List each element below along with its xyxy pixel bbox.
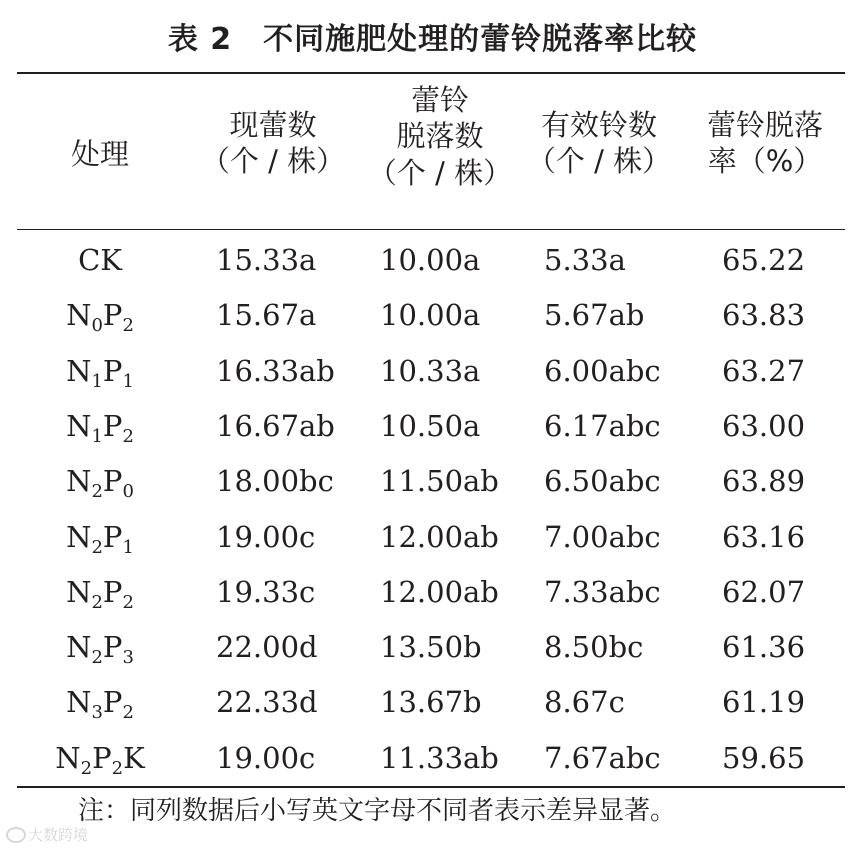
cell-rate: 61.19 [722, 685, 806, 720]
cell-buds: 19.00c [216, 740, 316, 775]
treatment-subscript: 2 [91, 591, 103, 613]
header-rule [17, 229, 845, 230]
cell-buds: 16.33ab [216, 353, 335, 388]
cell-bolls: 8.50bc [544, 630, 644, 665]
treatment-subscript: 1 [91, 425, 103, 447]
treatment-letter: P [102, 353, 123, 388]
cell-buds: 19.33c [216, 574, 316, 609]
header-line: （个 / 株） [200, 144, 346, 179]
treatment-subscript: 0 [91, 315, 103, 337]
cell-buds: 22.33d [216, 685, 318, 720]
treatment-letter: P [102, 685, 123, 720]
cell-bolls: 6.50abc [544, 464, 661, 499]
cell-rate: 62.07 [722, 574, 806, 609]
cell-bolls: 5.33a [544, 243, 626, 277]
table-row [0, 233, 865, 288]
treatment-letter: P [92, 740, 112, 775]
cell-rate: 63.83 [722, 298, 806, 333]
cell-treatment [20, 675, 180, 730]
cell-treatment [20, 731, 180, 786]
treatment-subscript: 2 [122, 425, 134, 447]
cell-bolls: 6.17abc [544, 408, 661, 443]
treatment-subscript: 2 [91, 647, 103, 669]
header-bolls [518, 107, 680, 180]
header-treatment [20, 136, 180, 172]
table-row [0, 399, 865, 454]
cell-buds: 15.67a [216, 298, 317, 333]
treatment-letter: N [66, 353, 92, 388]
cell-buds: 22.00d [216, 630, 318, 665]
table-row [0, 675, 865, 730]
cell-rate: 61.36 [722, 630, 806, 665]
header-rate [685, 107, 845, 180]
treatment-subscript: 2 [122, 591, 134, 613]
watermark-logo-icon [6, 827, 26, 843]
cell-shed: 11.33ab [380, 740, 499, 775]
table-row [0, 454, 865, 509]
cell-shed: 10.00a [380, 243, 481, 277]
cell-treatment [20, 565, 180, 620]
treatment-letter: N [55, 740, 81, 775]
treatment-subscript: 1 [122, 370, 134, 392]
treatment-letter: P [102, 408, 123, 443]
cell-bolls: 5.67ab [544, 298, 645, 333]
treatment-letter: N [66, 408, 92, 443]
treatment-letter: N [66, 519, 92, 554]
cell-treatment [20, 344, 180, 399]
top-rule [17, 72, 845, 74]
cell-buds: 18.00bc [216, 464, 334, 499]
treatment-subscript: 2 [111, 757, 124, 779]
cell-buds: 19.00c [216, 519, 316, 554]
treatment-letter: N [66, 298, 92, 333]
cell-shed: 10.50a [380, 408, 481, 443]
table-row [0, 288, 865, 343]
cell-shed: 12.00ab [380, 519, 499, 554]
cell-shed: 10.33a [380, 353, 481, 388]
treatment-letter: P [102, 519, 123, 554]
watermark-text: 大数跨境 [28, 826, 89, 844]
treatment-subscript: 2 [80, 757, 93, 779]
header-line: 蕾铃脱落 [706, 108, 823, 142]
bottom-rule [17, 786, 845, 788]
header-line: 率（%） [707, 144, 823, 179]
treatment-letter: N [66, 630, 92, 665]
table-row [0, 510, 865, 565]
cell-shed: 13.67b [380, 685, 482, 720]
treatment-letter: CK [78, 243, 122, 277]
cell-treatment [20, 454, 180, 509]
table-row [0, 620, 865, 675]
header-line: 处理 [70, 137, 129, 171]
cell-treatment [20, 510, 180, 565]
treatment-letter: N [66, 574, 92, 609]
header-line: 现蕾数 [229, 108, 317, 142]
header-shed [355, 82, 525, 191]
table-note: 注：同列数据后小写英文字母不同者表示差异显著。 [78, 796, 677, 826]
treatment-subscript: 2 [122, 702, 134, 724]
cell-rate: 63.89 [722, 464, 806, 499]
treatment-letter: N [66, 464, 92, 499]
treatment-subscript: 1 [91, 370, 103, 392]
header-buds [188, 107, 358, 180]
table-row [0, 565, 865, 620]
treatment-subscript: 2 [91, 536, 103, 558]
cell-rate: 65.22 [722, 243, 806, 277]
treatment-letter: P [102, 630, 123, 665]
table-title: 表 2 不同施肥处理的蕾铃脱落率比较 [167, 22, 698, 57]
cell-shed: 13.50b [380, 630, 482, 665]
cell-buds: 15.33a [216, 243, 317, 277]
cell-buds: 16.67ab [216, 408, 335, 443]
cell-bolls: 7.33abc [544, 574, 661, 609]
cell-rate: 63.00 [722, 408, 806, 443]
cell-shed: 12.00ab [380, 574, 499, 609]
treatment-subscript: 3 [91, 702, 103, 724]
cell-bolls: 7.00abc [544, 519, 661, 554]
treatment-subscript: 2 [91, 481, 103, 503]
treatment-subscript: 1 [122, 536, 134, 558]
cell-rate: 63.27 [722, 353, 806, 388]
treatment-subscript: 0 [122, 481, 134, 503]
treatment-letter: P [102, 574, 123, 609]
treatment-letter: P [102, 298, 123, 333]
treatment-letter: N [66, 685, 92, 720]
header-line: 蕾铃 [410, 83, 469, 117]
cell-bolls: 8.67c [544, 685, 625, 720]
treatment-letter: K [123, 740, 145, 775]
table-row [0, 344, 865, 399]
cell-treatment [20, 399, 180, 454]
header-line: （个 / 株） [526, 144, 672, 179]
header-line: 有效铃数 [540, 108, 657, 142]
watermark [6, 824, 88, 845]
header-line: 脱落数 [396, 119, 484, 154]
header-line: （个 / 株） [367, 155, 513, 190]
cell-shed: 11.50ab [380, 464, 499, 499]
cell-treatment [20, 288, 180, 343]
treatment-subscript: 2 [122, 315, 134, 337]
cell-treatment [20, 620, 180, 675]
treatment-letter: P [102, 464, 123, 499]
cell-rate: 59.65 [722, 740, 806, 775]
cell-treatment [20, 233, 180, 288]
treatment-subscript: 3 [122, 647, 134, 669]
cell-rate: 63.16 [722, 519, 806, 554]
table-row [0, 731, 865, 786]
cell-shed: 10.00a [380, 298, 481, 333]
cell-bolls: 7.67abc [544, 740, 661, 775]
cell-bolls: 6.00abc [544, 353, 661, 388]
